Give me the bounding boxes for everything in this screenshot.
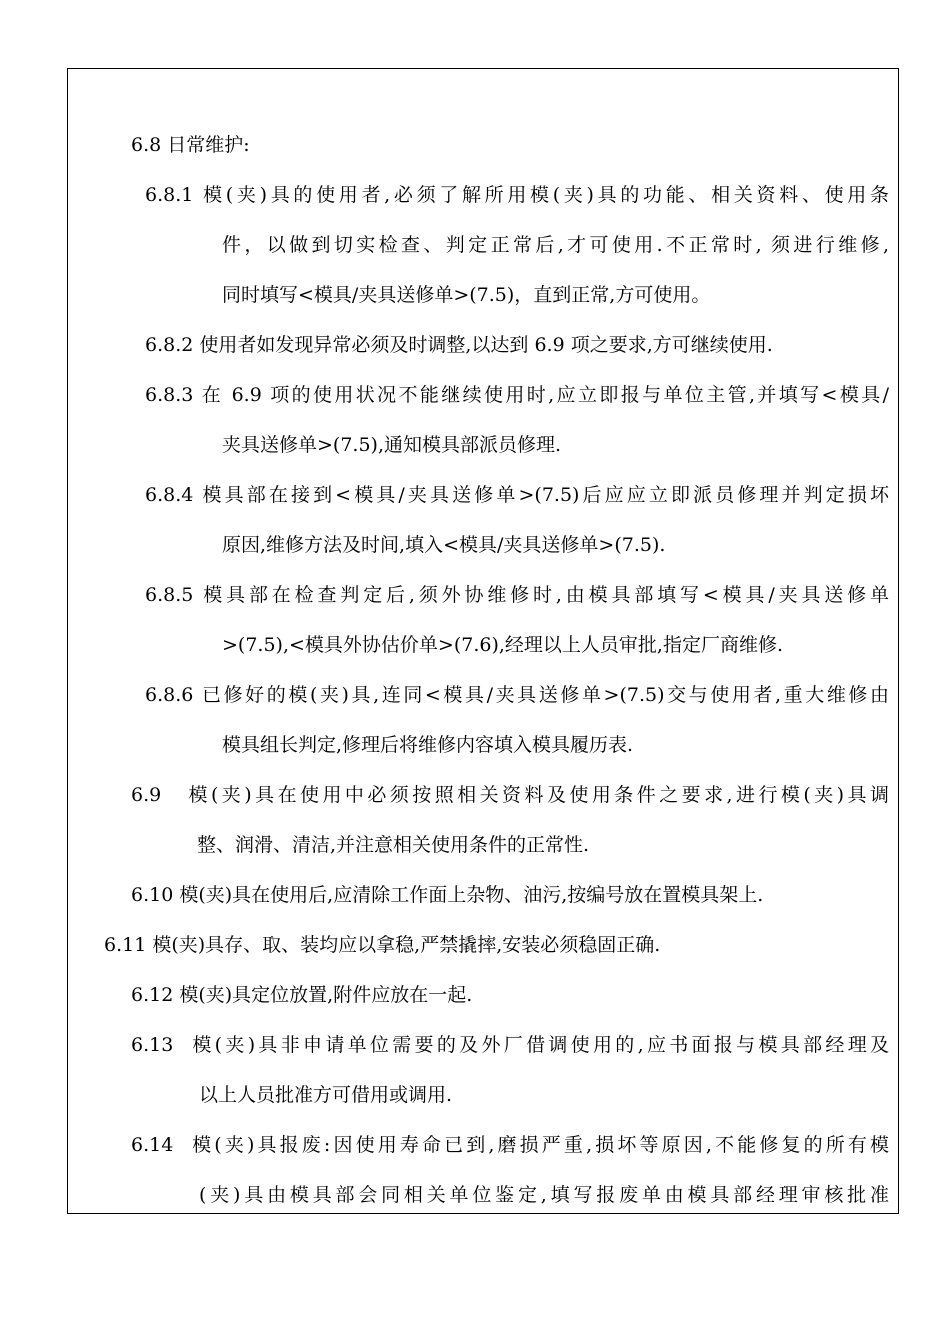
line-text: 6.11 模(夹)具存、取、装均应以拿稳,严禁撬摔,安装必须稳固正确. <box>104 934 661 956</box>
item-number: 6.8.1 <box>145 184 194 206</box>
paragraph-6-8-3-line-2 <box>222 433 561 457</box>
line-text: 模具部在检查判定后,须外协维修时,由模具部填写<模具/夹具送修单 <box>203 584 889 606</box>
paragraph-6-8-3-line-1 <box>145 383 889 407</box>
line-text: 6.10 模(夹)具在使用后,应清除工作面上杂物、油污,按编号放在置模具架上. <box>131 884 764 906</box>
line-text: 件，以做到切实检查、判定正常后,才可使用.不正常时, 须进行维修, <box>222 234 889 256</box>
line-text: 原因,维修方法及时间,填入<模具/夹具送修单>(7.5). <box>222 534 666 556</box>
line-text: 模具部在接到<模具/夹具送修单>(7.5)后应应立即派员修理并判定损坏 <box>202 484 889 506</box>
paragraph-6-14-line-2 <box>199 1183 889 1207</box>
paragraph-6-8-1-line-2 <box>222 233 889 257</box>
paragraph-6-13-line-1 <box>131 1033 889 1057</box>
paragraph-6-8-6-line-2 <box>222 733 633 757</box>
paragraph-6-14-line-1 <box>131 1133 889 1157</box>
item-number: 6.9 <box>131 784 162 806</box>
paragraph-6-8-6-line-1 <box>145 683 889 707</box>
paragraph-6-9-line-1 <box>131 783 889 807</box>
line-text: 已修好的模(夹)具,连同<模具/夹具送修单>(7.5)交与使用者,重大维修由 <box>202 684 889 706</box>
item-number: 6.14 <box>131 1134 174 1156</box>
line-text: 6.8 日常维护: <box>131 134 250 156</box>
paragraph-6-8-4-line-2 <box>222 533 665 557</box>
line-text: 模(夹)具的使用者,必须了解所用模(夹)具的功能、相关资料、使用条 <box>203 184 889 206</box>
line-text: 整、润滑、清洁,并注意相关使用条件的正常性. <box>197 834 590 856</box>
line-text: 6.12 模(夹)具定位放置,附件应放在一起. <box>131 984 473 1006</box>
item-number: 6.13 <box>131 1034 174 1056</box>
line-text: 以上人员批准方可借用或调用. <box>199 1084 453 1106</box>
line-text: 模(夹)具在使用中必须按照相关资料及使用条件之要求,进行模(夹)具调 <box>188 784 889 806</box>
paragraph-6-9-line-2 <box>197 833 589 857</box>
paragraph-6-10 <box>131 883 763 907</box>
line-text: 模(夹)具非申请单位需要的及外厂借调使用的,应书面报与模具部经理及 <box>192 1034 889 1056</box>
paragraph-6-11 <box>104 933 660 957</box>
paragraph-6-8-1-line-3 <box>222 283 710 307</box>
line-text: (夹)具由模具部会同相关单位鉴定,填写报废单由模具部经理审核批准 <box>199 1184 889 1206</box>
line-text: 模(夹)具报废:因使用寿命已到,磨损严重,损坏等原因,不能修复的所有模 <box>192 1134 889 1156</box>
line-text: 模具组长判定,修理后将维修内容填入模具履历表. <box>222 734 634 756</box>
line-text: 同时填写<模具/夹具送修单>(7.5)，直到正常,方可使用。 <box>222 284 711 306</box>
paragraph-6-13-line-2 <box>199 1083 452 1107</box>
line-text: 在 6.9 项的使用状况不能继续使用时,应立即报与单位主管,并填写<模具/ <box>201 384 889 406</box>
paragraph-6-12 <box>131 983 472 1007</box>
item-number: 6.8.3 <box>145 384 194 406</box>
line-text: 6.8.2 使用者如发现异常必须及时调整,以达到 6.9 项之要求,方可继续使用. <box>145 334 773 356</box>
item-number: 6.8.5 <box>145 584 194 606</box>
line-text: >(7.5),<模具外协估价单>(7.6),经理以上人员审批,指定厂商维修. <box>222 634 784 656</box>
paragraph-6-8-5-line-1 <box>145 583 889 607</box>
section-heading-6-8 <box>131 133 250 157</box>
item-number: 6.8.6 <box>145 684 194 706</box>
line-text: 夹具送修单>(7.5),通知模具部派员修理. <box>222 434 562 456</box>
paragraph-6-8-1-line-1 <box>145 183 889 207</box>
paragraph-6-8-5-line-2 <box>222 633 783 657</box>
paragraph-6-8-2 <box>145 333 773 357</box>
paragraph-6-8-4-line-1 <box>145 483 889 507</box>
item-number: 6.8.4 <box>145 484 194 506</box>
